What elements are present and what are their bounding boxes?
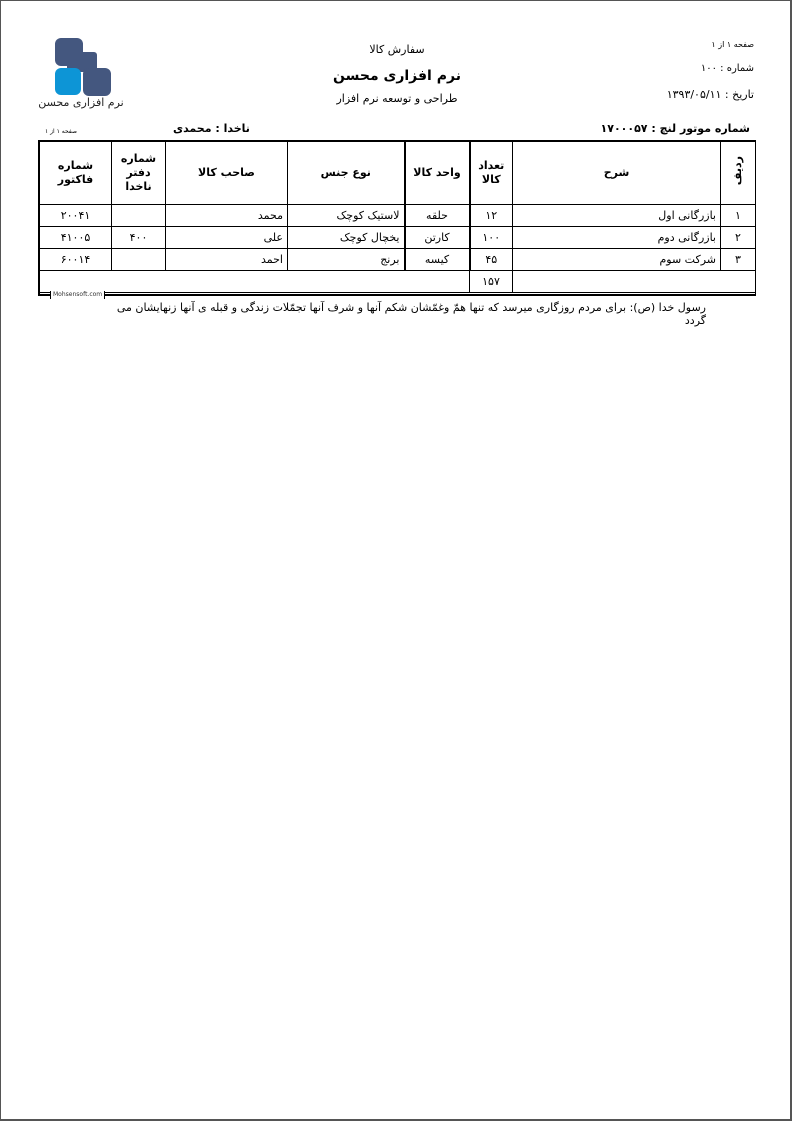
table-row <box>40 227 756 249</box>
header-goods-type: نوع جنس <box>288 142 405 205</box>
cell-goods-type: لاستیک کوچک <box>288 205 405 227</box>
cell-owner: علی <box>166 227 288 249</box>
logo-square-blue <box>55 68 81 95</box>
page-info: صفحه ۱ از ۱ <box>711 40 754 49</box>
header-count: تعداد کالا <box>470 142 513 205</box>
logo-square-right <box>83 68 111 96</box>
cell-owner: احمد <box>166 249 288 271</box>
cell-count: ۱۰۰ <box>470 227 513 249</box>
logo-text: نرم افزاری محسن <box>38 96 124 109</box>
table-row <box>40 205 756 227</box>
document-number: شماره : ۱۰۰ <box>700 63 754 74</box>
footer-quote: رسول خدا (ص): برای مردم روزگاری میرسد که تنها همّ وغمّشان شکم آنها و شرف آنها تجمّلات زندگی و قبله ی آنها زنهایشان می گردد <box>116 301 706 327</box>
cell-unit: حلقه <box>405 205 470 227</box>
cell-goods-type: یخچال کوچک <box>288 227 405 249</box>
cell-description: شرکت سوم <box>513 249 721 271</box>
cell-count: ۱۲ <box>470 205 513 227</box>
company-subtitle: طراحی و توسعه نرم افزار <box>336 92 458 105</box>
cell-logbook-number <box>112 205 166 227</box>
cell-logbook-number <box>112 249 166 271</box>
form-title: سفارش کالا <box>369 43 425 56</box>
header-row-num: ردیف <box>721 142 756 205</box>
watermark: Mohsensoft.com <box>50 291 105 299</box>
cell-row-num: ۲ <box>721 227 756 249</box>
cell-unit: کارتن <box>405 227 470 249</box>
company-logo <box>53 38 115 100</box>
header-invoice-number: شماره فاکتور <box>40 142 112 205</box>
goods-table <box>39 141 756 293</box>
total-spacer-right <box>513 271 756 293</box>
cell-invoice-number: ۴۱۰۰۵ <box>40 227 112 249</box>
header-logbook-number: شماره دفتر ناخدا <box>112 142 166 205</box>
company-name: نرم افزاری محسن <box>333 68 461 84</box>
captain-name: ناخدا : محمدی <box>173 122 250 135</box>
total-spacer-left <box>40 271 470 293</box>
total-count: ۱۵۷ <box>470 271 513 293</box>
cell-count: ۴۵ <box>470 249 513 271</box>
header-unit: واحد کالا <box>405 142 470 205</box>
cell-description: بازرگانی دوم <box>513 227 721 249</box>
cell-unit: کیسه <box>405 249 470 271</box>
table-row <box>40 249 756 271</box>
cell-row-num: ۱ <box>721 205 756 227</box>
cell-invoice-number: ۶۰۰۱۴ <box>40 249 112 271</box>
cell-invoice-number: ۲۰۰۴۱ <box>40 205 112 227</box>
cell-row-num: ۳ <box>721 249 756 271</box>
page-info-small: صفحه ۱ از ۱ <box>45 128 77 135</box>
cell-goods-type: برنج <box>288 249 405 271</box>
table-total-row <box>40 271 756 293</box>
document-date: تاریخ : ۱۳۹۳/۰۵/۱۱ <box>666 88 754 101</box>
boat-number: شماره موتور لنچ : ۱۷۰۰۰۵۷ <box>600 122 750 135</box>
cell-owner: محمد <box>166 205 288 227</box>
cell-logbook-number: ۴۰۰ <box>112 227 166 249</box>
header-description: شرح <box>513 142 721 205</box>
header-owner: صاحب کالا <box>166 142 288 205</box>
cell-description: بازرگانی اول <box>513 205 721 227</box>
table-header-row <box>40 142 756 205</box>
